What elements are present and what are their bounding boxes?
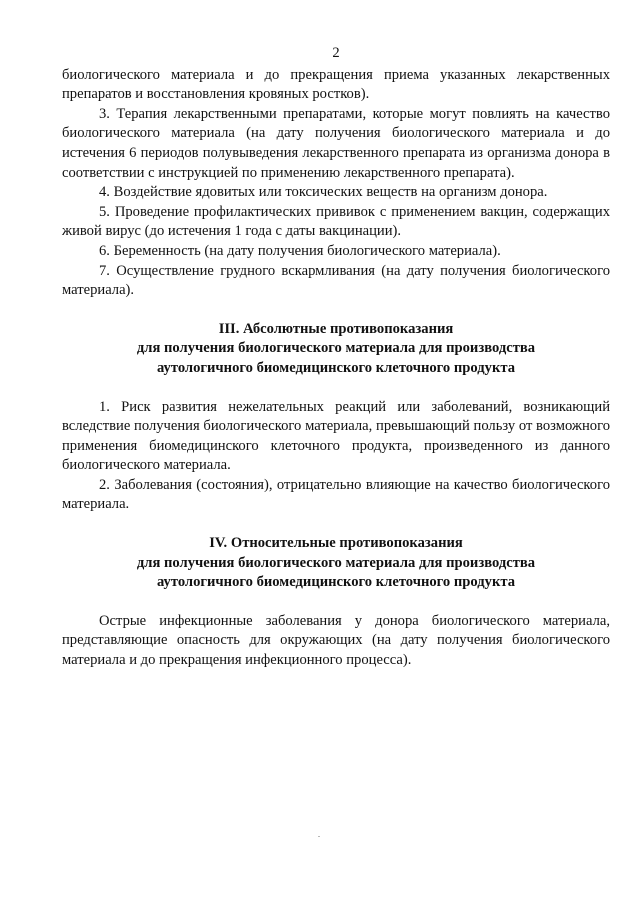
section-4-subtitle-line-2: аутологичного биомедицинского клеточного продукта bbox=[156, 574, 515, 591]
section-3-subtitle-line-2: аутологичного биомедицинского клеточного продукта bbox=[156, 359, 515, 376]
section-2-continuation bbox=[62, 66, 610, 301]
section-3-body bbox=[62, 398, 610, 516]
document-page bbox=[62, 44, 610, 671]
section-4-subtitle-line-1: для получения биологического материала для производства bbox=[136, 554, 536, 571]
section-3-item-1: 1. Риск развития нежелательных реакций или заболеваний, возникающий вследствие получения биологического материала, превышающий пользу от возможного применения биомедицинского клеточного продукта, произведенного из данного биологического материала. bbox=[62, 398, 610, 474]
list-item-7: 7. Осуществление грудного вскармливания (на дату получения биологического материала). bbox=[62, 262, 610, 299]
item-2-tail: биологического материала и до прекращения приема указанных лекарственных препаратов и восстановления кровяных ростков). bbox=[62, 66, 610, 103]
section-3-subtitle-line-1: для получения биологического материала для производства bbox=[136, 340, 536, 357]
list-item-6: 6. Беременность (на дату получения биологического материала). bbox=[99, 242, 501, 259]
section-4-heading bbox=[62, 534, 610, 593]
section-4-title: IV. Относительные противопоказания bbox=[209, 535, 463, 552]
page-number: 2 bbox=[332, 45, 340, 61]
list-item-3: 3. Терапия лекарственными препаратами, которые могут повлиять на качество биологического материала (на дату получения биологического материала и до истечения 6 периодов полувыведения лекарственного препарата из организма донора в соответствии с инструкцией по применению лекарственного препарата). bbox=[62, 105, 610, 181]
list-item-4: 4. Воздействие ядовитых или токсических веществ на организм донора. bbox=[99, 184, 548, 201]
section-4-paragraph: Острые инфекционные заболевания у донора биологического материала, представляющие опасность для окружающих (на дату получения биологического материала и до прекращения инфекционного процесса). bbox=[62, 612, 610, 669]
scan-artifact bbox=[318, 836, 320, 837]
list-item-5: 5. Проведение профилактических прививок с применением вакцин, содержащих живой вирус (до истечения 1 года с даты вакцинации). bbox=[62, 203, 610, 240]
section-3-item-2: 2. Заболевания (состояния), отрицательно влияющие на качество биологического материала. bbox=[62, 476, 610, 513]
section-4-body bbox=[62, 612, 610, 671]
section-3-title: III. Абсолютные противопоказания bbox=[218, 320, 454, 337]
section-3-heading bbox=[62, 320, 610, 379]
